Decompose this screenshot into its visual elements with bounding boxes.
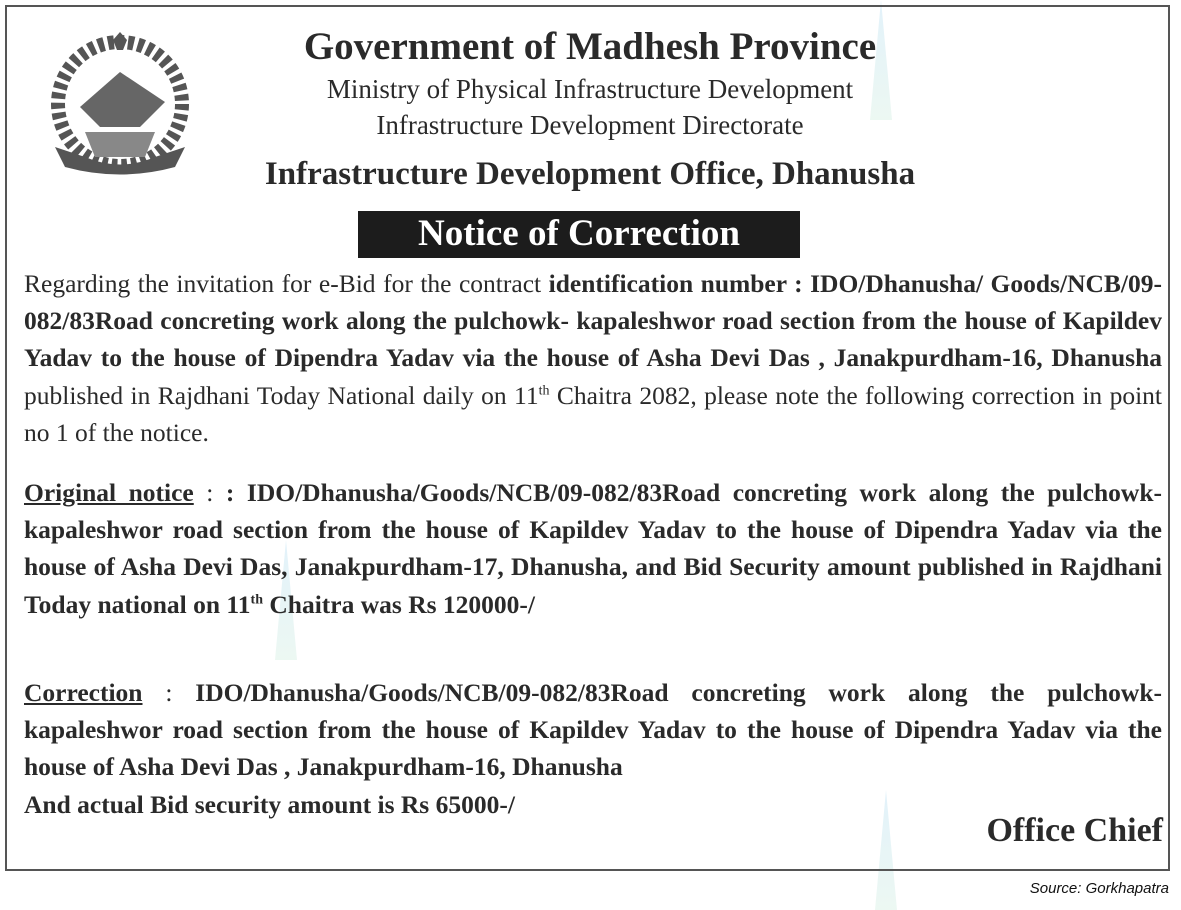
notice-title: Notice of Correction — [358, 211, 800, 258]
ordinal-suffix: th — [538, 383, 550, 399]
original-notice-paragraph — [24, 474, 1162, 623]
intro-paragraph — [24, 265, 1162, 451]
separator: : — [193, 478, 226, 507]
original-notice-text: : IDO/Dhanusha/Goods/NCB/09-082/83Road concreting work along the pulchowk- kapaleshwor road section from the house of Kapildev Yadav to the house of Dipendra Yadav via the house of Asha Devi Das, Janakpurdham-17, Dhanusha, and Bid Security amount published in Rajdhani Today national on 11 — [24, 478, 1162, 619]
intro-text: Chaitra 2082, please note the following correction in point no 1 of the notice. — [24, 380, 1162, 447]
intro-text: Regarding the invitation for e-Bid for the contract — [24, 269, 549, 298]
ordinal-suffix: th — [250, 592, 263, 608]
contract-identification: identification number : IDO/Dhanusha/ Goods/NCB/09-082/83Road concreting work along the pulchowk- kapaleshwor road section from the house of Kapildev Yadav to the house of Dipendra Yadav via the house of Asha Devi Das , Janakpurdham-16, Dhanusha — [24, 269, 1162, 373]
office-name: Infrastructure Development Office, Dhanusha — [264, 156, 916, 192]
directorate-name: Infrastructure Development Directorate — [376, 110, 804, 140]
bid-security-amount: And actual Bid security amount is Rs 65000-/ — [24, 789, 515, 819]
government-title: Government of Madhesh Province — [303, 25, 877, 68]
separator: : — [142, 678, 196, 707]
nepal-emblem-icon — [45, 32, 195, 180]
correction-text: IDO/Dhanusha/Goods/NCB/09-082/83Road concreting work along the pulchowk- kapaleshwor road section from the house of Kapildev Yadav to the house of Dipendra Yadav via the house of Asha Devi Das , Janakpurdham-16, Dhanusha — [24, 678, 1162, 782]
ministry-name: Ministry of Physical Infrastructure Development — [326, 74, 854, 104]
correction-label: Correction — [24, 678, 143, 707]
original-notice-text: Chaitra was Rs 120000-/ — [262, 589, 535, 619]
correction-paragraph — [24, 674, 1162, 823]
source-credit: Source: Gorkhapatra — [1029, 880, 1169, 897]
signature: Office Chief — [986, 812, 1163, 849]
original-notice-label: Original notice — [24, 478, 194, 507]
intro-text: published in Rajdhani Today National daily on 11 — [24, 380, 539, 410]
